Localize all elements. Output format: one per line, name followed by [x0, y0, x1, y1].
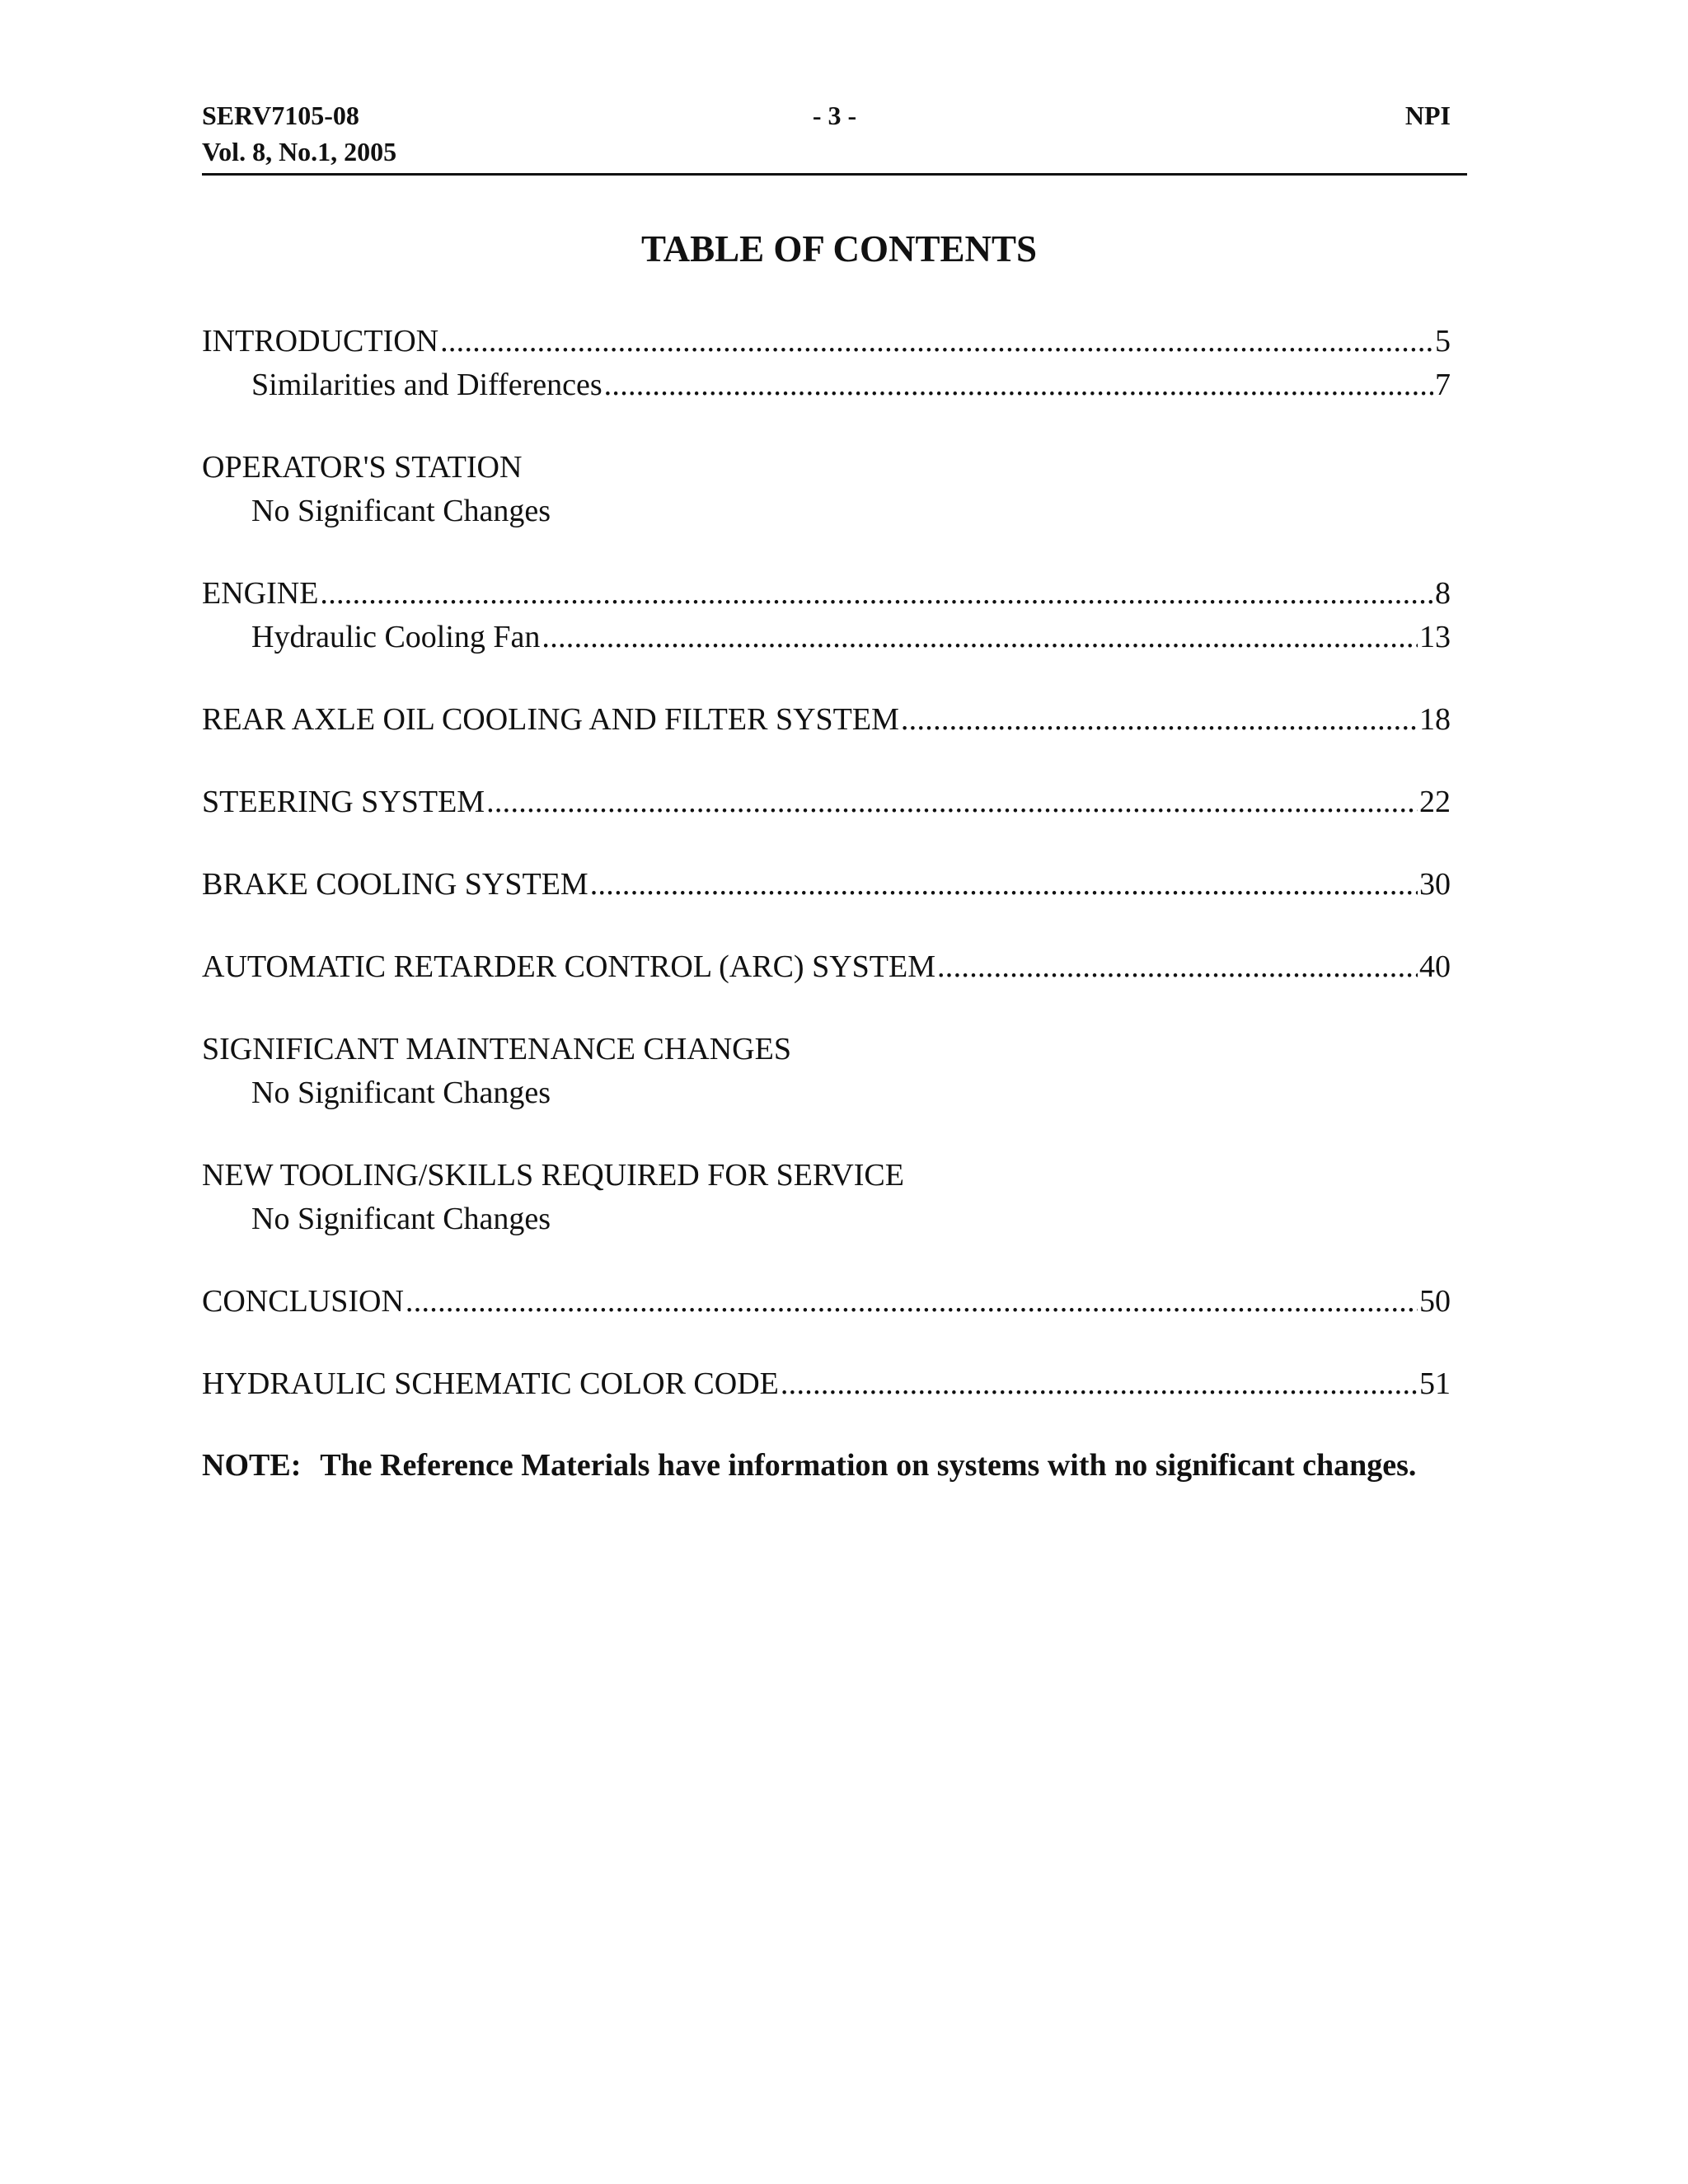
- toc-gap: [202, 907, 1451, 945]
- toc-entry-label: STEERING SYSTEM: [202, 785, 485, 819]
- toc-entry-label: OPERATOR'S STATION: [202, 450, 523, 485]
- toc-gap: [202, 533, 1451, 572]
- toc-entry-label: INTRODUCTION: [202, 324, 439, 359]
- toc-page-number: 8: [1435, 576, 1451, 611]
- toc-entry-label: CONCLUSION: [202, 1284, 404, 1319]
- toc-entry-label: ENGINE: [202, 576, 319, 611]
- toc-gap: [202, 659, 1451, 698]
- document-code: SERV7105-08: [202, 101, 359, 130]
- table-of-contents: [202, 320, 1451, 1406]
- volume-issue: Vol. 8, No.1, 2005: [202, 137, 397, 166]
- dot-leader: [604, 363, 1433, 407]
- toc-page-number: 30: [1419, 867, 1451, 902]
- toc-subentry: [202, 1197, 1451, 1241]
- dot-leader: [486, 780, 1418, 824]
- toc-entry-label: Hydraulic Cooling Fan: [251, 620, 541, 654]
- toc-page-number: 22: [1419, 785, 1451, 819]
- dot-leader: [590, 863, 1418, 907]
- toc-entry-label: No Significant Changes: [251, 1202, 551, 1236]
- note: [202, 1444, 1488, 1488]
- toc-page-number: 5: [1435, 324, 1451, 359]
- dot-leader: [440, 320, 1433, 363]
- toc-entry: [202, 780, 1451, 824]
- toc-entry: [202, 320, 1451, 363]
- toc-page-number: 7: [1435, 368, 1451, 402]
- toc-entry-label: Similarities and Differences: [251, 368, 603, 402]
- toc-gap: [202, 1115, 1451, 1154]
- toc-subentry: [202, 490, 1451, 533]
- dot-leader: [901, 698, 1418, 742]
- dot-leader: [542, 616, 1418, 659]
- toc-gap: [202, 989, 1451, 1028]
- note-label: NOTE:: [202, 1448, 302, 1483]
- toc-gap: [202, 824, 1451, 863]
- page-number: - 3 -: [812, 101, 857, 130]
- toc-page-number: 51: [1419, 1366, 1451, 1401]
- toc-entry-label: BRAKE COOLING SYSTEM: [202, 867, 588, 902]
- dot-leader: [320, 572, 1433, 616]
- toc-entry-label: SIGNIFICANT MAINTENANCE CHANGES: [202, 1032, 791, 1066]
- toc-page-number: 50: [1419, 1284, 1451, 1319]
- toc-subentry: [202, 616, 1451, 659]
- toc-entry-label: No Significant Changes: [251, 1076, 551, 1110]
- toc-entry: [202, 1028, 1451, 1071]
- header-tag: NPI: [1404, 101, 1451, 130]
- running-header: [202, 97, 1467, 176]
- toc-entry-label: REAR AXLE OIL COOLING AND FILTER SYSTEM: [202, 702, 899, 737]
- toc-gap: [202, 742, 1451, 780]
- toc-entry: [202, 863, 1451, 907]
- toc-entry-label: AUTOMATIC RETARDER CONTROL (ARC) SYSTEM: [202, 949, 935, 984]
- toc-page-number: 40: [1419, 949, 1451, 984]
- dot-leader: [406, 1280, 1418, 1324]
- toc-entry: [202, 446, 1451, 490]
- note-text: The Reference Materials have information on systems with no significant changes.: [320, 1448, 1417, 1483]
- toc-entry-label: HYDRAULIC SCHEMATIC COLOR CODE: [202, 1366, 779, 1401]
- toc-entry: [202, 1280, 1451, 1324]
- toc-page-number: 18: [1419, 702, 1451, 737]
- toc-gap: [202, 1241, 1451, 1280]
- toc-entry-label: No Significant Changes: [251, 494, 551, 528]
- toc-subentry: [202, 363, 1451, 407]
- toc-entry: [202, 1362, 1451, 1406]
- toc-gap: [202, 1324, 1451, 1362]
- toc-entry-label: NEW TOOLING/SKILLS REQUIRED FOR SERVICE: [202, 1158, 904, 1193]
- toc-entry: [202, 572, 1451, 616]
- page-title: [0, 224, 1688, 274]
- toc-entry: [202, 945, 1451, 989]
- dot-leader: [781, 1362, 1418, 1406]
- toc-entry: [202, 698, 1451, 742]
- toc-page-number: 13: [1419, 620, 1451, 654]
- toc-gap: [202, 407, 1451, 446]
- page-title-text: TABLE OF CONTENTS: [640, 228, 1038, 269]
- toc-subentry: [202, 1071, 1451, 1115]
- toc-entry: [202, 1154, 1451, 1197]
- dot-leader: [937, 945, 1418, 989]
